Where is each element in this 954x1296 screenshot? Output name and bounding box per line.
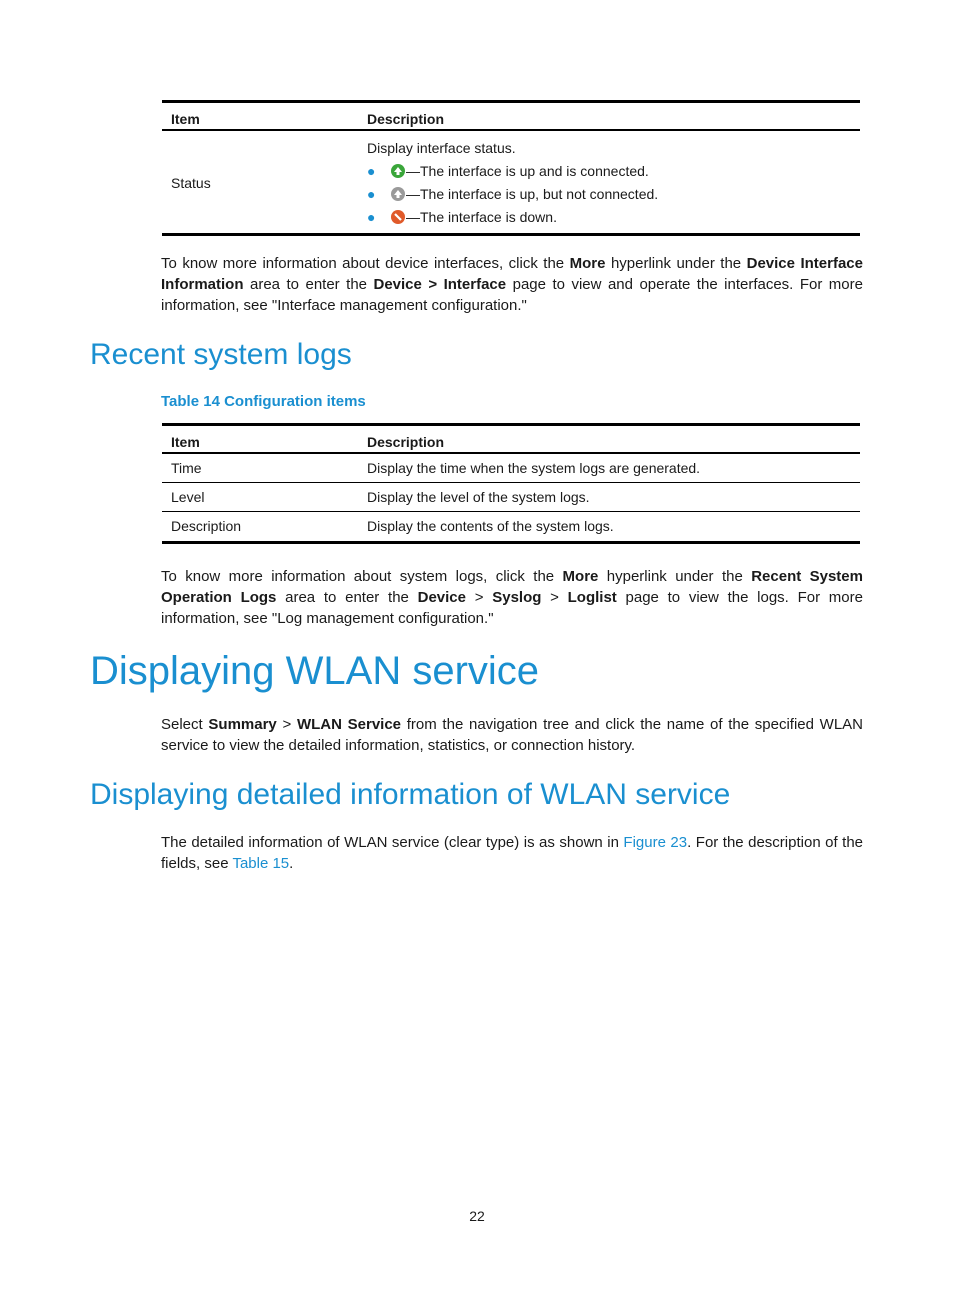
status-table <box>162 103 860 233</box>
logs-paragraph: To know more information about system logs, click the More hyperlink under the Recent System Operation Logs area to enter the Device > Syslog > Loglist page to view the logs. For more information, see "Log management configuration." <box>161 568 863 627</box>
bullet-text: —The interface is up and is connected. <box>406 163 649 179</box>
table-bottom-rule <box>162 233 860 236</box>
bullet-icon: ● <box>367 209 376 225</box>
status-bullet-list <box>367 160 860 229</box>
chapter-heading-wlan: Displaying WLAN service <box>90 649 540 693</box>
cell-desc: Display the time when the system logs are generated. <box>358 453 860 482</box>
up-connected-icon <box>391 164 405 178</box>
row-item: Status <box>171 175 211 191</box>
cell-item: Time <box>162 453 358 482</box>
list-item <box>367 206 860 229</box>
desc-intro: Display interface status. <box>367 140 516 156</box>
interfaces-paragraph: To know more information about device interfaces, click the More hyperlink under the Device Interface Information area to enter the Device > Interface page to view and operate the interfaces. For more information, see "Interface management configuration." <box>161 255 863 314</box>
page-number: 22 <box>469 1208 485 1224</box>
table-row <box>162 482 860 511</box>
col-desc-header: Description <box>358 103 860 130</box>
list-item <box>367 160 860 183</box>
status-table-wrap <box>162 100 860 236</box>
wlan-select-paragraph: Select Summary > WLAN Service from the navigation tree and click the name of the specified WLAN service to view the detailed information, statistics, or connection history. <box>161 716 864 754</box>
figure-23-link[interactable]: Figure 23 <box>623 834 688 851</box>
cell-desc: Display the level of the system logs. <box>358 482 860 511</box>
bullet-text: —The interface is up, but not connected. <box>406 186 659 202</box>
col-item-header: Item <box>162 103 358 130</box>
col-item-header: Item <box>162 426 358 453</box>
detail-paragraph: The detailed information of WLAN service (clear type) is as shown in Figure 23. For the description of the fields, see Table 15. <box>161 834 864 872</box>
up-not-connected-icon <box>391 187 405 201</box>
table-15-link[interactable]: Table 15 <box>232 855 290 872</box>
table-row <box>162 130 860 233</box>
table-caption: Table 14 Configuration items <box>161 393 366 410</box>
bullet-icon: ● <box>367 186 376 202</box>
table-row <box>162 511 860 541</box>
section-heading-recent-logs: Recent system logs <box>90 338 352 371</box>
config-table-wrap <box>162 423 860 544</box>
col-desc-header: Description <box>358 426 860 453</box>
section-heading-detail: Displaying detailed information of WLAN service <box>90 778 731 811</box>
config-table <box>162 426 860 541</box>
table-row <box>162 453 860 482</box>
down-icon <box>391 210 405 224</box>
list-item <box>367 183 860 206</box>
cell-item: Description <box>171 518 242 535</box>
row-desc <box>358 130 860 233</box>
bullet-text: —The interface is down. <box>406 209 557 225</box>
cell-desc: Display the contents of the system logs. <box>367 518 614 535</box>
cell-item: Level <box>162 482 358 511</box>
table-bottom-rule <box>162 541 860 544</box>
bullet-icon: ● <box>367 163 376 179</box>
